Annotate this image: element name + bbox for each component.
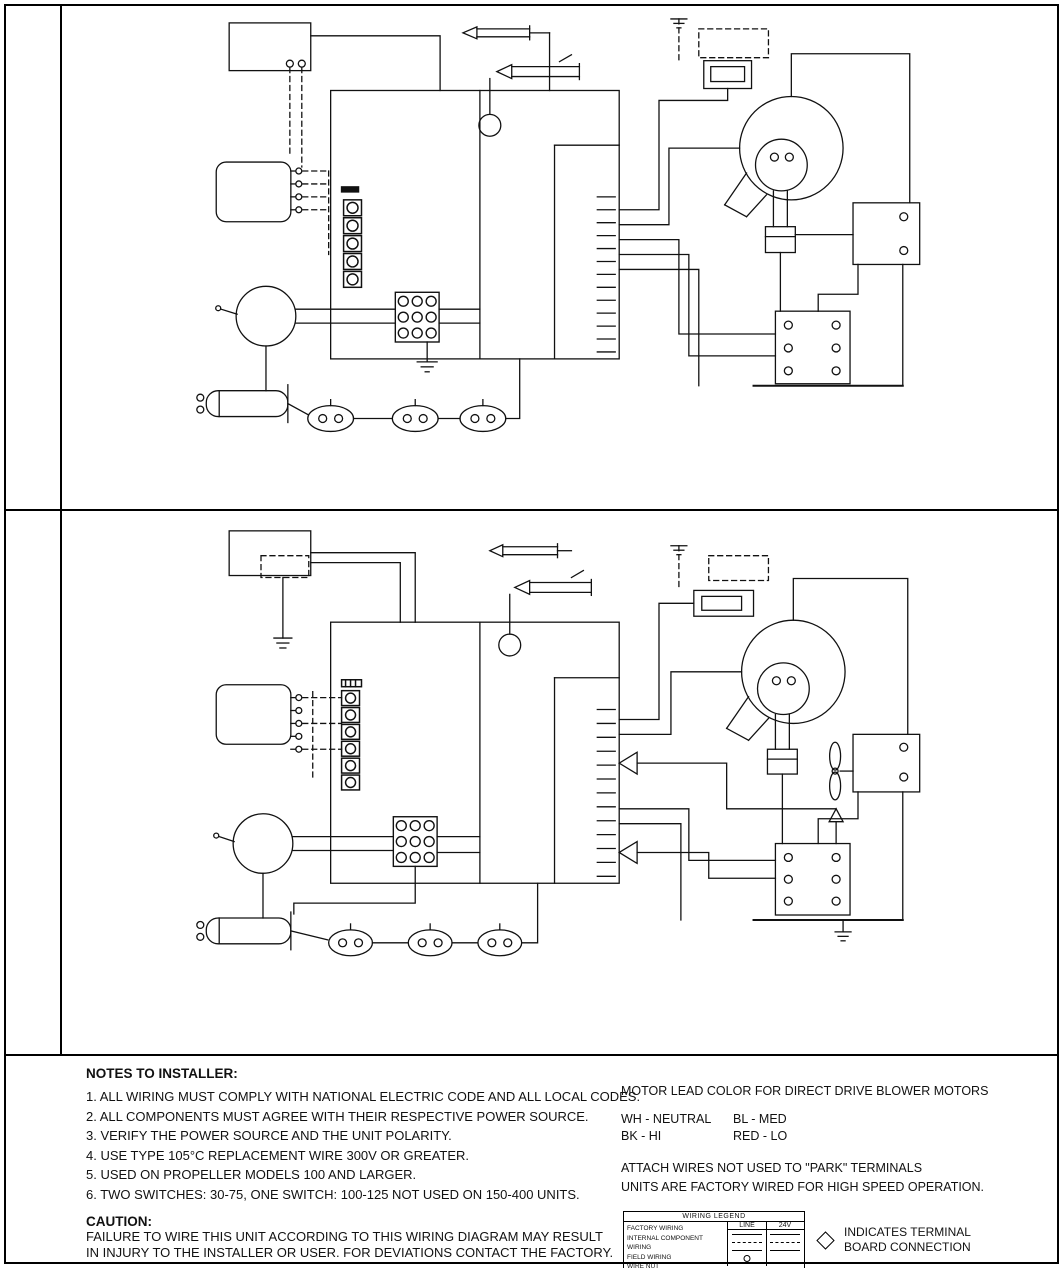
capacitor <box>197 912 291 950</box>
relay-box <box>853 203 920 265</box>
legend-columns <box>728 1222 804 1266</box>
installer-notes <box>86 1066 641 1261</box>
bottom-wiring-diagram <box>62 511 1057 1052</box>
terminal-block-column <box>342 187 362 287</box>
top-diagram-panel <box>62 6 1057 508</box>
motor-lead-title: MOTOR LEAD COLOR FOR DIRECT DRIVE BLOWER MOTORS <box>621 1084 989 1098</box>
terminal-block-3x3 <box>395 292 439 342</box>
legend-row <box>621 1211 1053 1268</box>
limit-switch <box>694 590 754 616</box>
park-note-1: ATTACH WIRES NOT USED TO "PARK" TERMINALS <box>621 1161 923 1175</box>
plug-connectors <box>329 924 522 956</box>
legend-row-internal: INTERNAL COMPONENT WIRING <box>627 1234 703 1251</box>
terminal-strip <box>597 710 615 877</box>
terminal-note-line-2: BOARD CONNECTION <box>844 1240 971 1254</box>
pilot-burner <box>515 571 592 596</box>
caution-line-2: IN INJURY TO THE INSTALLER OR USER. FOR DEVIATIONS CONTACT THE FACTORY. <box>86 1245 614 1260</box>
legend-col-24v: 24V <box>778 1222 792 1229</box>
caution-title: CAUTION: <box>86 1214 152 1229</box>
thermostat <box>216 685 302 753</box>
terminal-board <box>775 844 850 915</box>
terminal-diamond-icon <box>816 1231 834 1249</box>
park-terminal-arrow <box>619 752 637 863</box>
ground-symbol <box>835 920 851 941</box>
legend-row-field: FIELD WIRING <box>627 1253 672 1261</box>
plug-connectors <box>308 400 506 432</box>
blower <box>725 96 843 252</box>
note-item-1: 1. ALL WIRING MUST COMPLY WITH NATIONAL ELECTRIC CODE AND ALL LOCAL CODES. <box>86 1089 641 1104</box>
legend-col-line: LINE <box>739 1222 755 1229</box>
propeller <box>830 742 853 800</box>
limit-switch-dashed <box>671 19 769 61</box>
terminal-block-3x3 <box>393 817 437 867</box>
legend-row-wirenut: WIRE NUT <box>627 1263 660 1268</box>
pilot-burner <box>497 55 580 80</box>
junction-box <box>229 23 311 71</box>
legend-row-factory: FACTORY WIRING <box>627 1225 684 1232</box>
blower <box>727 620 845 774</box>
lead-bk: BK - HI <box>621 1129 662 1143</box>
lead-red: RED - LO <box>733 1129 788 1143</box>
gas-valve <box>214 814 293 874</box>
note-item-6: 6. TWO SWITCHES: 30-75, ONE SWITCH: 100-125 NOT USED ON 150-400 UNITS. <box>86 1186 580 1202</box>
spark-igniter <box>490 544 572 558</box>
terminal-strip <box>597 197 615 352</box>
legend-labels <box>624 1222 728 1266</box>
legend-title: WIRING LEGEND <box>624 1212 804 1222</box>
top-wiring-diagram <box>62 6 1057 508</box>
terminal-board <box>775 311 850 384</box>
note-item-5: 5. USED ON PROPELLER MODELS 100 AND LARGER. <box>86 1167 417 1182</box>
junction-box <box>229 531 311 578</box>
terminal-connection-note <box>817 1225 971 1255</box>
lead-bl: BL - MED <box>733 1112 787 1126</box>
note-item-4: 4. USE TYPE 105°C REPLACEMENT WIRE 300V OR GREATER. <box>86 1147 470 1163</box>
notes-panel <box>6 1056 1057 1268</box>
park-note-2: UNITS ARE FACTORY WIRED FOR HIGH SPEED OPERATION. <box>621 1180 985 1194</box>
terminal-block-column <box>342 680 362 790</box>
control-board <box>331 622 620 883</box>
wiring-legend <box>623 1211 805 1268</box>
ground-symbol <box>417 342 437 372</box>
capacitor <box>197 385 288 423</box>
thermostat-field-wiring <box>303 171 329 255</box>
flame-sensor <box>479 79 501 137</box>
thermostat <box>216 162 302 222</box>
terminal-note-line-1: INDICATES TERMINAL <box>844 1225 971 1239</box>
caution-line-1: FAILURE TO WIRE THIS UNIT ACCORDING TO THIS WIRING DIAGRAM MAY RESULT <box>86 1229 603 1244</box>
motor-lead-table <box>621 1112 1053 1143</box>
motor-lead-info <box>621 1084 1053 1268</box>
spark-igniter <box>463 26 550 40</box>
flame-sensor <box>499 594 521 656</box>
limit-switch <box>704 61 752 89</box>
ground-symbol <box>274 578 292 648</box>
bottom-diagram-panel <box>62 511 1057 1052</box>
note-item-2: 2. ALL COMPONENTS MUST AGREE WITH THEIR RESPECTIVE POWER SOURCE. <box>86 1108 589 1124</box>
control-board <box>331 90 620 358</box>
legend-line-samples <box>728 1230 804 1262</box>
relay-box <box>853 734 920 792</box>
lead-wh: WH - NEUTRAL <box>621 1112 712 1126</box>
gas-valve <box>216 286 296 346</box>
thermostat-field-wiring <box>303 692 342 779</box>
notes-title: NOTES TO INSTALLER: <box>86 1066 238 1081</box>
limit-switch-dashed <box>671 546 769 591</box>
note-item-3: 3. VERIFY THE POWER SOURCE AND THE UNIT POLARITY. <box>86 1128 452 1143</box>
